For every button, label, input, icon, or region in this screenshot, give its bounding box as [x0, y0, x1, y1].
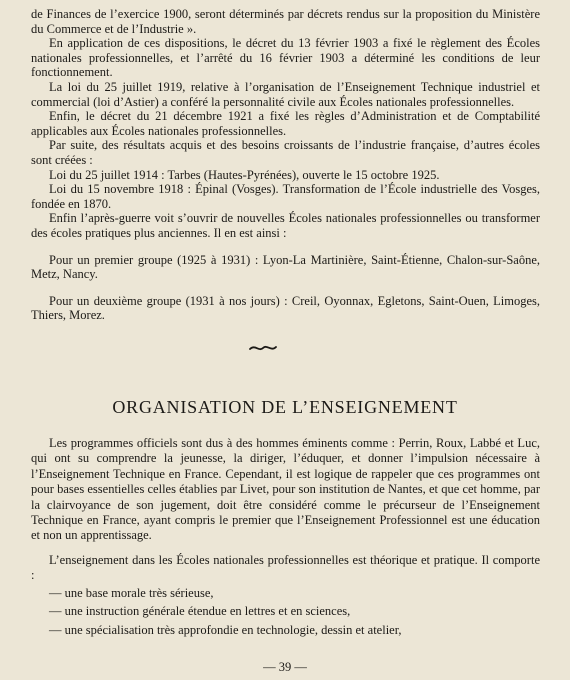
paragraph-loi-1919: La loi du 25 juillet 1919, relative à l’organisation de l’Enseignement Technique industriel et commercial (loi d’Astier) a conféré la personnalité civile aux Écoles nationales professionnelles. — [31, 79, 540, 109]
list-item: — une base morale très sérieuse, — [49, 585, 214, 600]
paragraph-decret-1921: Enfin, le décret du 21 décembre 1921 a fixé les règles d’Administration et de Comptabilité applicables aux Écoles nationales professionnelles. — [31, 109, 540, 138]
paragraph-par-suite: Par suite, des résultats acquis et des besoins croissants de l’industrie française, d’autres écoles sont créées : — [31, 138, 540, 167]
list-item: — une instruction générale étendue en lettres et en sciences, — [49, 604, 351, 619]
paragraph-tarbes: Loi du 25 juillet 1914 : Tarbes (Hautes-Pyrénées), ouverte le 15 octobre 1925. — [49, 167, 440, 182]
paragraph-epinal: Loi du 15 novembre 1918 : Épinal (Vosges). Transformation de l’École industrielle des Vosges, fondée en 1870. — [31, 182, 540, 211]
ornament-divider-icon — [248, 342, 278, 354]
paragraph-enseignement: L’enseignement dans les Écoles nationales professionnelles est théorique et pratique. Il comporte : — [31, 552, 540, 583]
paragraph-programmes: Les programmes officiels sont dus à des hommes éminents comme : Perrin, Roux, Labbé et Luc, qui ont su comprendre la jeunesse, la diriger, l’éduquer, et donner l’impulsion nécessaire à l’Enseignement Technique en France. Cependant, il est logique de rappeler que ces programmes ont pour bases essentielles celles établies par Livet, pour son institution de Nantes, et que cet homme, par la clairvoyance de son jugement, doit être considéré comme le précurseur de l’Enseignement Technique en France, ayant compris le premier que l’Enseignement Professionnel est une éducation et non un apprentissage. — [31, 436, 540, 543]
list-item: — une spécialisation très approfondie en technologie, dessin et atelier, — [49, 622, 402, 637]
paragraph-apres-guerre: Enfin l’après-guerre voit s’ouvrir de nouvelles Écoles nationales professionnelles ou transformer des écoles pratiques plus anciennes. Il en est ainsi : — [31, 211, 540, 240]
paragraph-continuation: de Finances de l’exercice 1900, seront déterminés par décrets rendus sur la proposition du Ministère du Commerce et de l’Industrie ». — [31, 7, 540, 36]
paragraph-decret-1903: En application de ces dispositions, le décret du 13 février 1903 a fixé le règlement des Écoles nationales professionnelles, et l’arrêté du 16 février 1903 a déterminé les conditions de leur fonctionnement. — [31, 36, 540, 80]
top-text-block — [31, 7, 540, 323]
paragraph-deuxieme-groupe: Pour un deuxième groupe (1931 à nos jours) : Creil, Oyonnax, Egletons, Saint-Ouen, Limoges, Thiers, Morez. — [31, 293, 540, 323]
paragraph-premier-groupe: Pour un premier groupe (1925 à 1931) : Lyon-La Martinière, Saint-Étienne, Chalon-sur-Saône, Metz, Nancy. — [31, 252, 540, 282]
page-number: — 39 — — [263, 660, 307, 674]
curriculum-list — [31, 584, 540, 640]
section-heading: ORGANISATION DE L’ENSEIGNEMENT — [112, 397, 458, 417]
body-text-block — [31, 436, 540, 639]
